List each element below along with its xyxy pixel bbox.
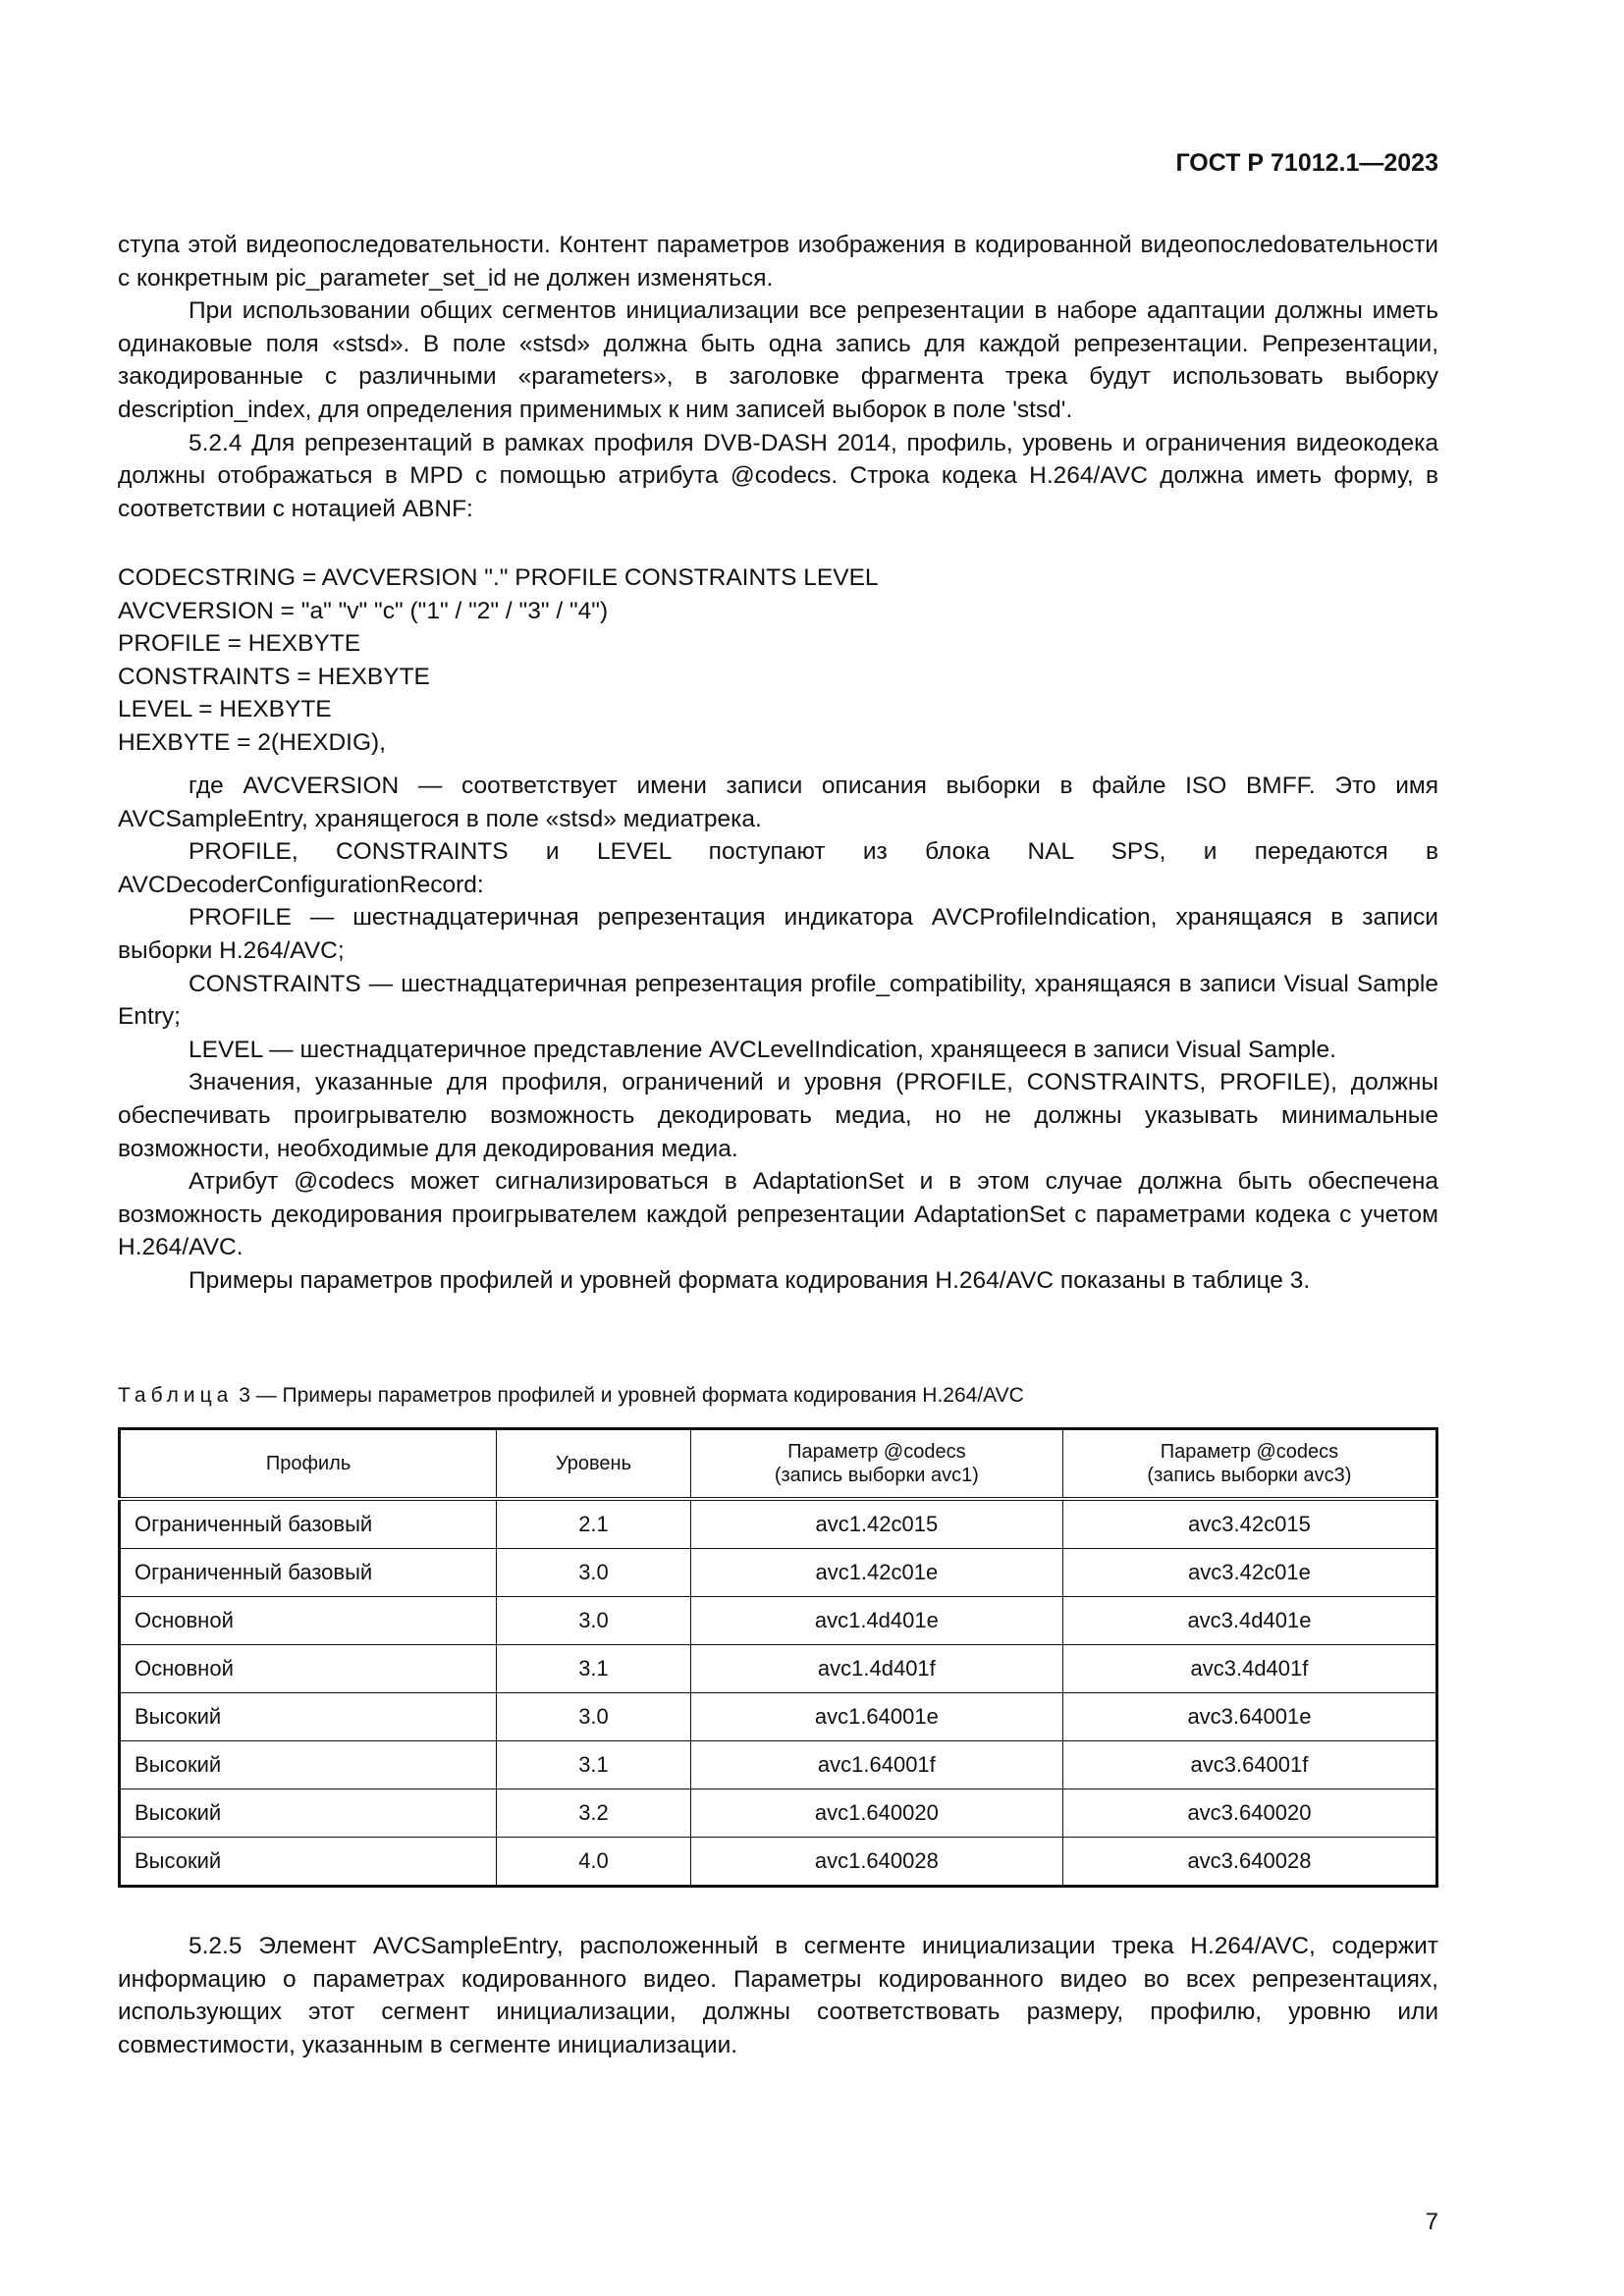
paragraph: Примеры параметров профилей и уровней формата кодирования H.264/AVC показаны в таблице 3.: [189, 1266, 1311, 1294]
cell-level: 3.0: [497, 1693, 691, 1741]
cell-avc3: avc3.640028: [1062, 1838, 1436, 1887]
paragraph: Атрибут @codecs может сигнализироваться в AdaptationSet и в этом случае должна быть обеспечена возможность декодирования проигрывателем каждой репрезентации AdaptationSet с параметрами кодека с учетом H.264/AVC.: [118, 1168, 1438, 1261]
cell-avc1: avc1.42c01e: [690, 1549, 1062, 1597]
cell-avc1: avc1.4d401e: [690, 1597, 1062, 1645]
paragraph: CONSTRAINTS — шестнадцатеричная репрезентация profile_compatibility, хранящаяся в записи Visual Sample Entry;: [118, 970, 1438, 1031]
text-block-top: [118, 229, 1438, 525]
cell-level: 2.1: [497, 1499, 691, 1549]
cell-avc1: avc1.64001f: [690, 1741, 1062, 1789]
header-profile: Профиль: [120, 1429, 497, 1500]
paragraph: 5.2.5 Элемент AVCSampleEntry, расположенный в сегменте инициализации трека H.264/AVC, содержит информацию о параметрах кодированного видео. Параметры кодированного видео во всех репрезентациях, использующих этот сегмент инициализации, должны соответствовать размеру, профилю, уровню или совместимости, указанным в сегменте инициализации.: [118, 1933, 1438, 2058]
cell-level: 3.1: [497, 1741, 691, 1789]
paragraph: Значения, указанные для профиля, ограничений и уровня (PROFILE, CONSTRAINTS, PROFILE), должны обеспечивать проигрывателю возможность декодировать медиа, но не должны указывать минимальные возможности, необходимые для декодирования медиа.: [118, 1069, 1438, 1162]
abnf-line: PROFILE = HEXBYTE: [118, 630, 361, 657]
table-caption-label: Таблица: [118, 1384, 234, 1407]
cell-avc1: avc1.640028: [690, 1838, 1062, 1887]
paragraph: LEVEL — шестнадцатеричное представление AVCLevelIndication, хранящееся в записи Visual Sample.: [189, 1036, 1336, 1063]
cell-avc3: avc3.42c01e: [1062, 1549, 1436, 1597]
table-row: [120, 1597, 1437, 1645]
abnf-line: HEXBYTE = 2(HEXDIG),: [118, 728, 386, 756]
abnf-line: AVCVERSION = "a" "v" "c" ("1" / "2" / "3" / "4"): [118, 597, 609, 624]
cell-level: 3.1: [497, 1645, 691, 1693]
cell-profile: Основной: [120, 1645, 497, 1693]
paragraph: При использовании общих сегментов инициализации все репрезентации в наборе адаптации должны иметь одинаковые поля «stsd». В поле «stsd» должна быть одна запись для каждой репрезентации. Репрезентации, закодированные с различными «parameters», в заголовке фрагмента трека будут использовать выборку description_index, для определения применимых к ним записей выборок в поле 'stsd'.: [118, 297, 1438, 423]
cell-level: 4.0: [497, 1838, 691, 1887]
table-row: [120, 1549, 1437, 1597]
cell-profile: Высокий: [120, 1741, 497, 1789]
text-block-mid: [118, 770, 1438, 1298]
table-row: [120, 1789, 1437, 1838]
cell-profile: Ограниченный базовый: [120, 1549, 497, 1597]
cell-avc3: avc3.4d401f: [1062, 1645, 1436, 1693]
paragraph: где AVCVERSION — соответствует имени записи описания выборки в файле ISO BMFF. Это имя AVCSampleEntry, хранящегося в поле «stsd» медиатрека.: [118, 773, 1438, 832]
paragraph: PROFILE — шестнадцатеричная репрезентация индикатора AVCProfileIndication, хранящаяся в записи выборки H.264/AVC;: [118, 904, 1438, 964]
cell-avc1: avc1.640020: [690, 1789, 1062, 1838]
document-id: ГОСТ Р 71012.1—2023: [1175, 149, 1438, 177]
paragraph: PROFILE, CONSTRAINTS и LEVEL поступают из блока NAL SPS, и передаются в AVCDecoderConfigurationRecord:: [118, 838, 1438, 898]
table-row: [120, 1693, 1437, 1741]
cell-profile: Основной: [120, 1597, 497, 1645]
table-caption-text: 3 — Примеры параметров профилей и уровней формата кодирования H.264/AVC: [239, 1384, 1024, 1407]
cell-avc1: avc1.42c015: [690, 1499, 1062, 1549]
cell-level: 3.0: [497, 1597, 691, 1645]
table-row: [120, 1645, 1437, 1693]
header-level: Уровень: [497, 1429, 691, 1500]
cell-profile: Ограниченный базовый: [120, 1499, 497, 1549]
codec-table: [118, 1427, 1438, 1888]
header-avc3: Параметр @codecs (запись выборки avc3): [1062, 1429, 1436, 1500]
text-block-bottom: [118, 1930, 1438, 2061]
cell-profile: Высокий: [120, 1838, 497, 1887]
paragraph: 5.2.4 Для репрезентаций в рамках профиля DVB-DASH 2014, профиль, уровень и ограничения видеокодека должны отображаться в MPD с помощью атрибута @codecs. Строка кодека H.264/AVC должна иметь форму, в соответствии с нотацией ABNF:: [118, 429, 1438, 522]
table-caption: [118, 1384, 1024, 1408]
cell-avc3: avc3.64001e: [1062, 1693, 1436, 1741]
cell-avc1: avc1.4d401f: [690, 1645, 1062, 1693]
abnf-line: LEVEL = HEXBYTE: [118, 696, 332, 722]
table-row: [120, 1741, 1437, 1789]
table-row: [120, 1499, 1437, 1549]
cell-profile: Высокий: [120, 1693, 497, 1741]
abnf-block: [118, 561, 1438, 759]
cell-avc3: avc3.4d401e: [1062, 1597, 1436, 1645]
abnf-line: CONSTRAINTS = HEXBYTE: [118, 663, 430, 690]
table-header-row: [120, 1429, 1437, 1500]
cell-level: 3.2: [497, 1789, 691, 1838]
cell-avc1: avc1.64001e: [690, 1693, 1062, 1741]
abnf-line: CODECSTRING = AVCVERSION "." PROFILE CONSTRAINTS LEVEL: [118, 564, 879, 591]
table-row: [120, 1838, 1437, 1887]
cell-avc3: avc3.42c015: [1062, 1499, 1436, 1549]
cell-level: 3.0: [497, 1549, 691, 1597]
page-number: 7: [1425, 2209, 1438, 2235]
header-avc1: Параметр @codecs (запись выборки avc1): [690, 1429, 1062, 1500]
paragraph: ступа этой видеопоследовательности. Контент параметров изображения в кодированной видеопослеdовательности с конкретным pic_parameter_set_id не должен изменяться.: [118, 232, 1438, 292]
cell-profile: Высокий: [120, 1789, 497, 1838]
cell-avc3: avc3.640020: [1062, 1789, 1436, 1838]
cell-avc3: avc3.64001f: [1062, 1741, 1436, 1789]
